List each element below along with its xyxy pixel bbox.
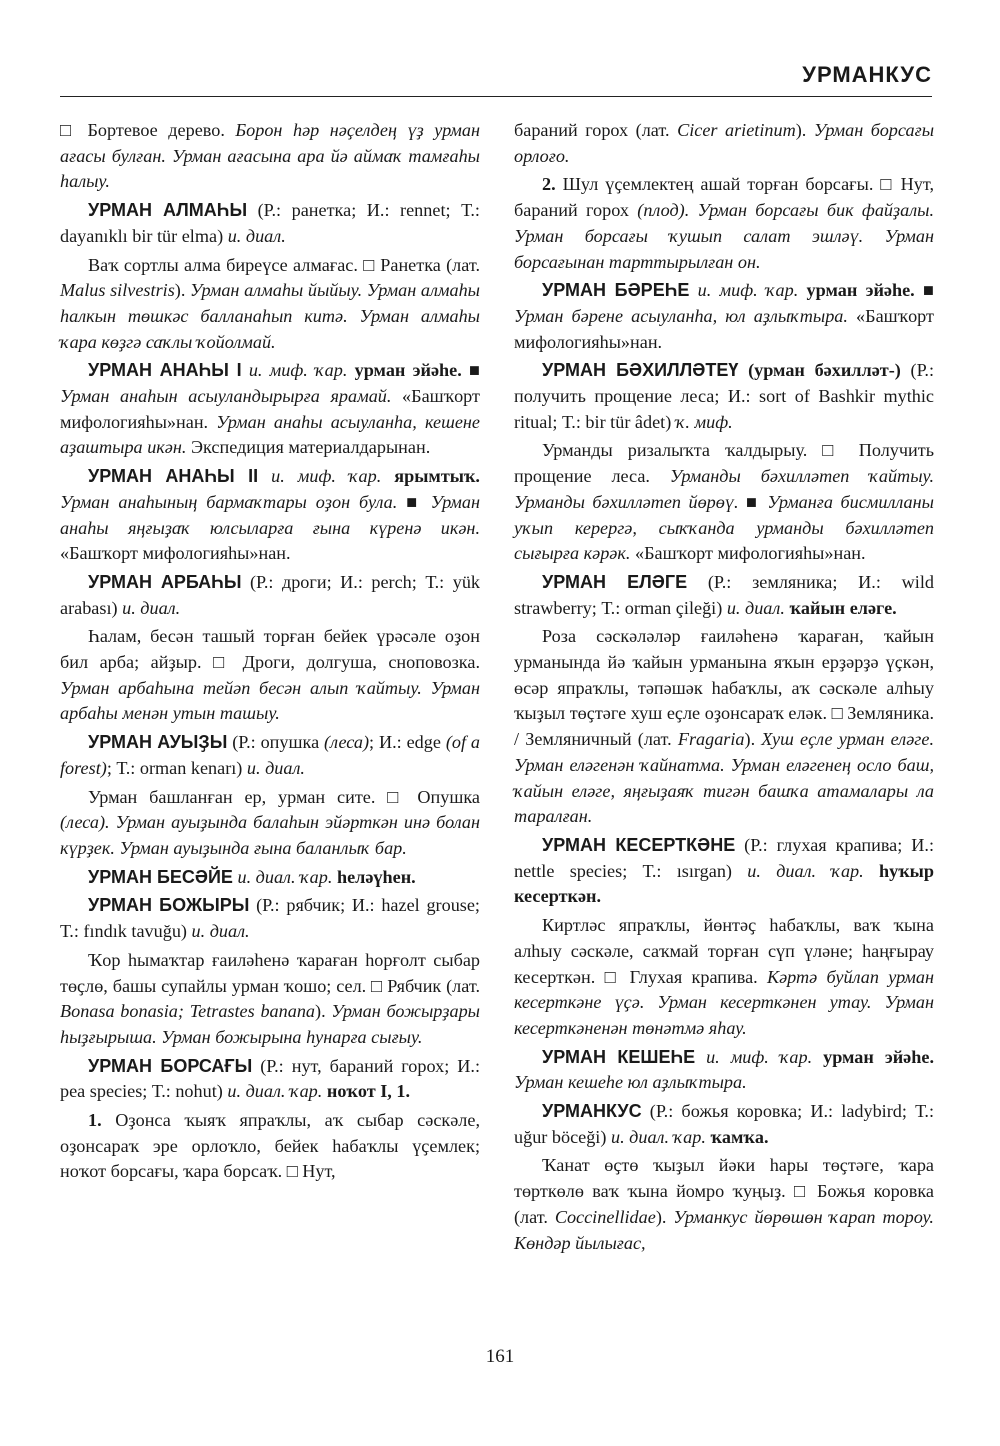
headword: УРМАН БЕСӘЙЕ [88,866,233,887]
italic-run: Урман борсағы орлоғо. [514,120,935,166]
entry-paragraph [514,118,934,169]
italic-run: Урман божырҙары һыҙғырыша. Урман божырына һунарға сығыу. [60,1001,480,1047]
text-run: «Башҡорт мифологияһы»нан. [630,543,866,564]
entry-paragraph [60,1108,480,1185]
entry-headword-line [60,464,480,567]
text-run: «Башҡорт мифологияһы»нан. [514,305,934,352]
headword: УРМАН АНАҺЫ I [88,360,242,381]
headword: УРМАН БОЖЫРЫ [88,895,250,916]
headword: УРМАН БОРСАҒЫ [88,1055,253,1076]
italic-run: и. диал. ҡар. [227,1081,327,1102]
text-run: ■ [738,491,768,512]
italic-run: и. диал. [726,597,790,618]
bold-run: урман эйәһе. [354,360,462,381]
italic-run: Урман бәрене асыуланһа, юл аҙлыҡтыра. [514,305,848,326]
right-column [514,118,934,1259]
entry-paragraph [60,785,480,862]
italic-run: Coccinellidae [554,1206,656,1227]
text-run: бараний горох (лат. [514,120,678,140]
text-run: ; И.: edge [369,732,446,753]
italic-run: (of a forest) [60,732,480,778]
headword: УРМАН КЕШЕҺЕ [542,1046,696,1067]
italic-run: Урман алмаһы йыйыу. Урман алмаһы һалкын төшкәс балланаһып китә. Урман алмаһы ҡара көҙгә саҡлы ҡойолмай. [60,280,480,352]
italic-run: Урманкус йөрөшөн ҡарап тороу. Көндәр йылығас, [514,1206,934,1253]
running-head: УРМАНКУС [802,62,932,87]
text-run: (Р.: получить прощение леса; И.: sort of Bashkir mythic ritual; Т.: bir tür âdet) [514,360,935,432]
bold-run: 2. [542,174,556,195]
bold-run: ярымтыҡ. [394,466,480,487]
headword: УРМАН АЛМАҺЫ [88,200,248,221]
text-run: ■ [397,491,431,512]
text-run: Экспедиция материалдарынан. [186,437,431,458]
italic-run: и. миф. ҡар. [695,1046,824,1067]
italic-run: Кәртә буйлап урман кесерткәне үҫә. Урман кесерткәнен утау. Урман кесерткәненән төнәтмә яһау. [514,966,934,1038]
text-run: Һалам, бесән ташый торған бейек үрәсәле оҙон бил арба; айҙыр. □ Дроги, долгуша, сноповозка. [60,626,480,673]
bold-run: ноҡот I, 1. [326,1081,411,1102]
entry-headword-line [514,1099,934,1150]
text-run: ). [795,120,814,140]
italic-run: (плод). Урман борсағы бик файҙалы. Урман борсағы ҡушып салат эшләү. Урман борсағынан тарттырылған он. [514,200,934,272]
text-run: ■ [914,280,934,301]
italic-run: и. миф. ҡар. [241,360,355,381]
bold-run: һеләүһен. [336,866,416,887]
entry-headword-line [60,358,480,461]
text-run: Ҡор һымаҡтар ғаиләһенә ҡараған һорғолт сыбар төҫлө, башы супайлы урман ҡошо; сел. □ Рябчик (лат. [60,949,480,996]
entry-headword-line [514,570,934,621]
entry-headword-line [514,1045,934,1096]
entry-paragraph [60,253,480,356]
entry-headword-line [60,730,480,781]
text-run: ). [174,280,191,301]
italic-run: (леса). Урман ауыҙында балаһын эйәрткән инә болан күрҙек. Урман ауыҙында ғына баланлыҡ бар. [60,812,480,858]
text-run: «Башҡорт мифологияһы»нан. [60,386,480,432]
italic-run: и. диал. [122,597,181,618]
text-run: (Р.: опушка [227,732,325,753]
text-run: (Р.: дроги; И.: perch; Т.: yük arabası) [60,571,481,618]
left-column [60,118,480,1188]
headword: УРМАНКУС [542,1101,642,1122]
text-run: Ваҡ сортлы алма биреүсе алмағас. □ Ранетка (лат. [88,254,480,275]
italic-run: Урман арбаһына тейәп бесән алып ҡайтыу. Урман арбаһы менән утын ташыу. [60,677,480,724]
text-run: ). [744,729,762,750]
entry-headword-line [514,358,934,435]
text-run: (Р.: ранетка; И.: rennet; Т.: dayanıklı bir tür elma) [60,200,480,246]
italic-run: Урман анаһы яңғыҙаҡ юлсыларға ғына күренә икән. [60,491,480,538]
entry-paragraph [514,1153,934,1256]
text-run: Урманды ризалыҡта ҡалдырыу. □ Получить прощение леса. [514,440,934,487]
italic-run: и. диал. [227,225,286,246]
italic-run: и. диал. [246,757,305,778]
text-run: Ҡанат өҫтө ҡыҙыл йәки һары төҫтәге, ҡара төрткөлө ваҡ ҡына йомро ҡуңыҙ. □ Божья коровка (лат. [514,1155,934,1227]
entry-headword-line [60,570,480,621]
entry-paragraph [60,948,480,1051]
italic-run: Malus silvestris [60,280,175,301]
italic-run: Cicer arietinum [677,120,796,140]
italic-run: ҡ. миф. [675,411,733,432]
text-run: ). [315,1001,332,1022]
bold-run: 1. [88,1110,102,1131]
italic-run: и. диал. [191,921,250,942]
text-run: Киртләс япраҡлы, йөнтәҫ һабаҡлы, ваҡ ҡына алһыу сәскәле, саҡмай торған сүп үләне; һаңғырау кесерткән. □ Глухая крапива. [514,915,934,987]
entry-paragraph [60,624,480,727]
text-run: ; Т.: orman kenarı) [106,757,247,778]
text-run: (Р.: божья коровка; И.: ladybird; Т.: uğur böceği) [514,1101,934,1147]
text-run: (Р.: земляника; И.: wild strawberry; Т.: orman çileği) [514,571,934,618]
headword: УРМАН АУЫҘЫ [88,732,228,753]
text-run: (Р.: глухая крапива; И.: nettle species; Т.: ısırgan) [514,834,934,881]
italic-run: Fragaria [677,729,745,750]
text-run: (Р.: нут, бараний горох; И.: pea species; Т.: nohut) [60,1055,480,1102]
text-run: Урман башланған ер, урман сите. □ Опушка [88,786,480,807]
italic-run: и. диал. ҡар. [747,860,879,881]
italic-run: и. миф. ҡар. [258,466,395,487]
entry-paragraph [514,624,934,830]
text-run: Шул үҫемлектең ашай торған борсағы. □ Нут, бараний горох [514,174,934,221]
headword: УРМАН КЕСЕРТКӘНЕ [542,834,736,855]
headword: УРМАН АНАҺЫ II [88,466,259,487]
bold-run: (урман бәхилләт-) [738,360,901,381]
header-rule [60,96,932,97]
italic-run: Урман кешеһе юл аҙлыҡтыра. [514,1072,747,1093]
italic-run: и. миф. ҡар. [689,280,807,301]
bold-run: ҡамҡа. [710,1126,769,1147]
entry-headword-line [60,865,480,891]
entry-paragraph [60,118,480,195]
italic-run: (леса) [324,732,370,753]
italic-run: Урман анаһының бармаҡтары оҙон була. [60,491,398,512]
italic-run: Урманды бәхилләтеп ҡайтыу. Урманды бәхилләтеп йөрөү. [514,466,934,512]
headword: УРМАН БӘРЕҺЕ [542,280,690,301]
text-run: (Р.: рябчик; И.: hazel grouse; Т.: fındık tavuğu) [60,895,480,942]
text-run: Оҙонса ҡыяҡ япраҡлы, аҡ сыбар сәскәле, оҙонсараҡ эре орлоҡло, бейек һабаҡлы үҫемлек; ноҡот борсағы, ҡара борсаҡ. □ Нут, [60,1110,480,1182]
entry-headword-line [60,198,480,249]
entry-headword-line [60,1054,480,1105]
text-run: «Башҡорт мифологияһы»нан. [60,543,291,564]
entry-headword-line [514,278,934,355]
bold-run: һуҡыр кесерткән. [514,860,934,907]
italic-run: Урман анаһын асыуландырырға ярамай. [60,386,392,407]
italic-run: Bonasa bonasia; Tetrastes banana [60,1001,316,1022]
bold-run: урман эйәһе. [823,1046,934,1067]
italic-run: Урманға бисмилланы уҡып керергә, сыҡҡанда урманды бәхилләтеп сығырға кәрәк. [514,491,934,564]
bold-run: урман эйәһе. [806,280,915,301]
text-run: □ Бортевое дерево. [60,120,236,140]
entry-headword-line [60,893,480,944]
entry-headword-line [514,833,934,910]
entry-paragraph [514,438,934,567]
text-run: Роза сәскәләләр ғаиләһенә ҡараған, ҡайын урманында йә ҡайын урманына яҡын ерҙәрҙә үҫкән, өсәр япраҡлы, тәпәшәк һабаҡлы, аҡ сәскәле алһыу ҡыҙыл төҫтәге хуш еҫле оҙонсараҡ еләк. □ Земляника. / Земляничный (лат. [514,626,934,750]
italic-run: Хуш еҫле урман еләге. Урман еләгенән ҡайнатма. Урман еләгенең осло баш, ҡайын еләге, яңғыҙаяҡ тигән башҡа атамалары ла таралған. [514,729,934,827]
italic-run: Борон һәр нәҫелдең үҙ урман ағасы булған. Урман ағасына ара йә аймаҡ тамғаһы һалыу. [60,120,480,192]
entry-paragraph [514,913,934,1042]
headword: УРМАН БӘХИЛЛӘТЕҮ [542,360,739,381]
italic-run: и. диал. ҡар. [610,1126,711,1147]
bold-run: ҡайын еләге. [789,597,897,618]
page-number: 161 [485,1346,515,1367]
headword: УРМАН ЕЛӘГЕ [542,571,688,592]
headword: УРМАН АРБАҺЫ [88,571,242,592]
entry-paragraph [514,172,934,275]
italic-run: Урман анаһы асыуланһа, кешене аҙаштыра икән. [60,411,480,458]
text-run: ■ [461,360,480,381]
italic-run: и. диал. ҡар. [232,866,337,887]
text-run: ). [655,1206,674,1227]
